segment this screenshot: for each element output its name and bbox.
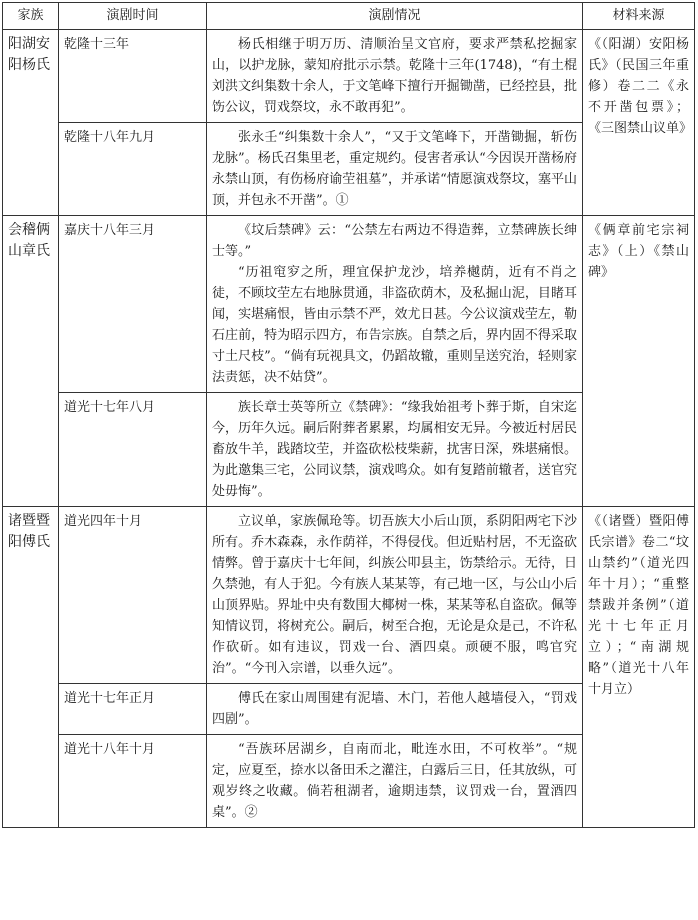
header-situation: 演剧情况 (207, 3, 583, 30)
table-row (3, 216, 695, 393)
situation-paragraph: 傅氏在家山周围建有泥墙、木门，若他人越墙侵入，“罚戏四剧”。 (212, 691, 577, 727)
source-cell: 《（诸暨）暨阳傅氏宗谱》卷二“坟山禁约”（道光四年十月）；“重整禁跋并条例”（道光十七年正月立）；“南湖规略”（道光十八年十月立） (583, 507, 695, 828)
situation-cell (207, 735, 583, 828)
table-row (3, 30, 695, 123)
situation-paragraph: 张永壬“纠集数十余人”，“又于文笔峰下，开凿锄掘，斩伤龙脉”。杨氏召集里老，重定规约。侵害者承认“今因误开凿杨府永禁山顶，有伤杨府谕茔祖墓”，并承诺“情愿演戏祭坟，塞平山顶，并包永不开凿”。① (212, 130, 577, 208)
family-cell: 诸暨暨阳傅氏 (3, 507, 59, 828)
header-row (3, 3, 695, 30)
time-cell: 道光十七年八月 (59, 393, 207, 507)
time-cell: 道光十七年正月 (59, 684, 207, 735)
situation-cell (207, 123, 583, 216)
situation-paragraph: “历祖窀穸之所，理宜保护龙沙，培养樾荫，近有不肖之徒，不顾坟茔左右地脉贯通，非盗砍荫木，及私掘山泥，目睹耳闻，实堪痛恨，皆由示禁不严，效尤日甚。今公议演戏茔左，勒石庄前，特为昭示四方，布告宗族。自禁之后，界内固不得采取寸土尺枝”。“倘有玩视具文，仍蹈故辙，重则呈送究治，轻则家法责惩，决不姑贷”。 (212, 265, 577, 385)
situation-paragraph: 族长章士英等所立《禁碑》：“缘我始祖考卜葬于斯，自宋迄今，历年久远。嗣后附葬者累累，均属相安无异。今被近村居民畜放牛羊，践踏坟茔，并盗砍松枝柴薪，扰害日深，殊堪痛恨。为此邀集三宅，公同议禁，演戏鸣众。如有复踏前辙者，送官究处毋悔”。 (212, 400, 577, 499)
time-cell: 乾隆十三年 (59, 30, 207, 123)
family-cell: 阳湖安阳杨氏 (3, 30, 59, 216)
table-row (3, 507, 695, 684)
time-cell: 乾隆十八年九月 (59, 123, 207, 216)
drama-records-table (2, 2, 695, 828)
situation-cell (207, 684, 583, 735)
family-cell: 会稽俩山章氏 (3, 216, 59, 507)
time-cell: 道光四年十月 (59, 507, 207, 684)
source-cell: 《（阳湖）安阳杨氏》（民国三年重修）卷二二《永不开凿包票》；《三图禁山议单》 (583, 30, 695, 216)
time-cell: 嘉庆十八年三月 (59, 216, 207, 393)
situation-cell (207, 216, 583, 393)
header-time: 演剧时间 (59, 3, 207, 30)
header-family: 家族 (3, 3, 59, 30)
source-cell: 《俩章前宅宗祠志》（上）《禁山碑》 (583, 216, 695, 507)
situation-paragraph: “吾族环居湖乡，自南而北，毗连水田，不可枚举”。“规定，应夏至，捺水以备田禾之灌注，白露后三日，任其放纵，可观岁终之收藏。倘若租湖者，逾期违禁，议罚戏一台，置酒四桌”。② (212, 742, 577, 820)
header-source: 材料来源 (583, 3, 695, 30)
situation-cell (207, 30, 583, 123)
situation-paragraph: 杨氏相继于明万历、清顺治呈文官府，要求严禁私挖掘家山，以护龙脉，蒙知府批示示禁。乾隆十三年(1748)，“有土棍刘洪文纠集数十余人，于文笔峰下擅行开掘锄凿，已经控县，批饬公议，罚戏祭坟，永不敢再犯”。 (212, 37, 577, 115)
situation-paragraph: 《坟后禁碑》云：“公禁左右两边不得造葬，立禁碑族长绅士等。” (212, 223, 577, 259)
situation-cell (207, 393, 583, 507)
situation-paragraph: 立议单，家族佩玱等。切吾族大小后山顶，系阴阳两宅下沙所有。乔木森森，永作荫祥，不得侵伐。但近贴村居，不无盗砍情弊。曾于嘉庆十七年间，纠族公叩县主，饬禁给示。无待，日久禁弛，有人于犯。今有族人某某等，有己地一区，与公山小后山顶界贴。界址中央有数围大椰树一株，某某等私自盗砍。佩等知情议罚，将树充公。嗣后，树至合抱，无论是众是己，不许私作砍斫。如有违议，罚戏一台、酒四桌。顽硬不服，鸣官究治”。“今刊入宗谱，以垂久远”。 (212, 514, 577, 676)
situation-cell (207, 507, 583, 684)
time-cell: 道光十八年十月 (59, 735, 207, 828)
